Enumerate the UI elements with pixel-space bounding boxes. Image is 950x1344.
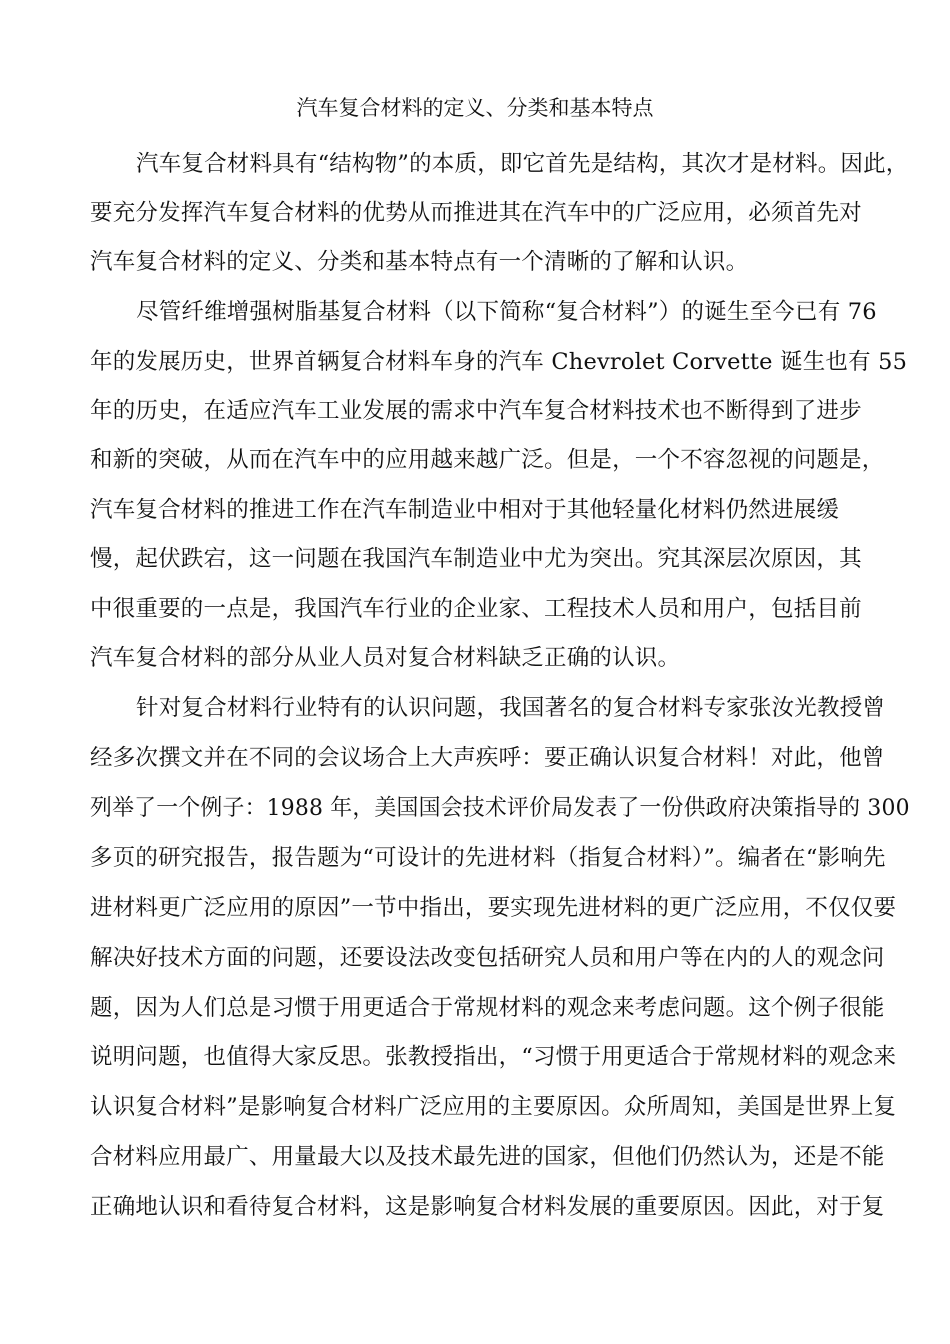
paragraph-3-line-5: 进材料更广泛应用的原因”一节中指出，要实现先进材料的更广泛应用，不仅仅要 (90, 895, 897, 921)
paragraph-3-line-11: 正确地认识和看待复合材料，这是影响复合材料发展的重要原因。因此，对于复 (90, 1194, 885, 1220)
paragraph-3-line-9: 认识复合材料”是影响复合材料广泛应用的主要原因。众所周知，美国是世界上复 (90, 1094, 897, 1120)
paragraph-3-line-1: 针对复合材料行业特有的认识问题，我国著名的复合材料专家张汝光教授曾 (136, 695, 886, 721)
paragraph-2-line-1: 尽管纤维增强树脂基复合材料（以下简称“复合材料”）的诞生至今已有 76 (136, 299, 877, 325)
paragraph-2-line-7: 中很重要的一点是，我国汽车行业的企业家、工程技术人员和用户，包括目前 (90, 596, 862, 622)
document-title: 汽车复合材料的定义、分类和基本特点 (296, 96, 654, 120)
paragraph-3-line-2: 经多次撰文并在不同的会议场合上大声疾呼：要正确认识复合材料！对此，他曾 (90, 745, 885, 771)
paragraph-3-line-6: 解决好技术方面的问题，还要设法改变包括研究人员和用户等在内的人的观念问 (90, 945, 885, 971)
paragraph-1-line-2: 要充分发挥汽车复合材料的优势从而推进其在汽车中的广泛应用，必须首先对 (90, 200, 862, 226)
paragraph-3-line-4: 多页的研究报告，报告题为“可设计的先进材料（指复合材料）”。编者在“影响先 (90, 845, 886, 871)
paragraph-3-line-7: 题，因为人们总是习惯于用更适合于常规材料的观念来考虑问题。这个例子很能 (90, 995, 885, 1021)
paragraph-2-line-3: 年的历史，在适应汽车工业发展的需求中汽车复合材料技术也不断得到了进步 (90, 398, 862, 424)
paragraph-2-line-5: 汽车复合材料的推进工作在汽车制造业中相对于其他轻量化材料仍然进展缓 (90, 497, 840, 523)
paragraph-3-line-10: 合材料应用最广、用量最大以及技术最先进的国家，但他们仍然认为，还是不能 (90, 1144, 885, 1170)
paragraph-3-line-8: 说明问题，也值得大家反思。张教授指出，“习惯于用更适合于常规材料的观念来 (90, 1044, 897, 1070)
paragraph-1-line-1: 汽车复合材料具有“结构物”的本质，即它首先是结构，其次才是材料。因此， (136, 151, 909, 177)
paragraph-3-line-3: 列举了一个例子：1988 年，美国国会技术评价局发表了一份供政府决策指导的 300 (90, 795, 910, 821)
paragraph-2-line-2: 年的发展历史，世界首辆复合材料车身的汽车 Chevrolet Corvette 诞生也有 55 (90, 349, 908, 375)
paragraph-2-line-6: 慢，起伏跌宕，这一问题在我国汽车制造业中尤为突出。究其深层次原因，其 (90, 546, 862, 572)
paragraph-2-line-8: 汽车复合材料的部分从业人员对复合材料缺乏正确的认识。 (90, 645, 681, 671)
paragraph-1-line-3: 汽车复合材料的定义、分类和基本特点有一个清晰的了解和认识。 (90, 249, 749, 275)
paragraph-2-line-4: 和新的突破，从而在汽车中的应用越来越广泛。但是，一个不容忽视的问题是， (90, 447, 885, 473)
